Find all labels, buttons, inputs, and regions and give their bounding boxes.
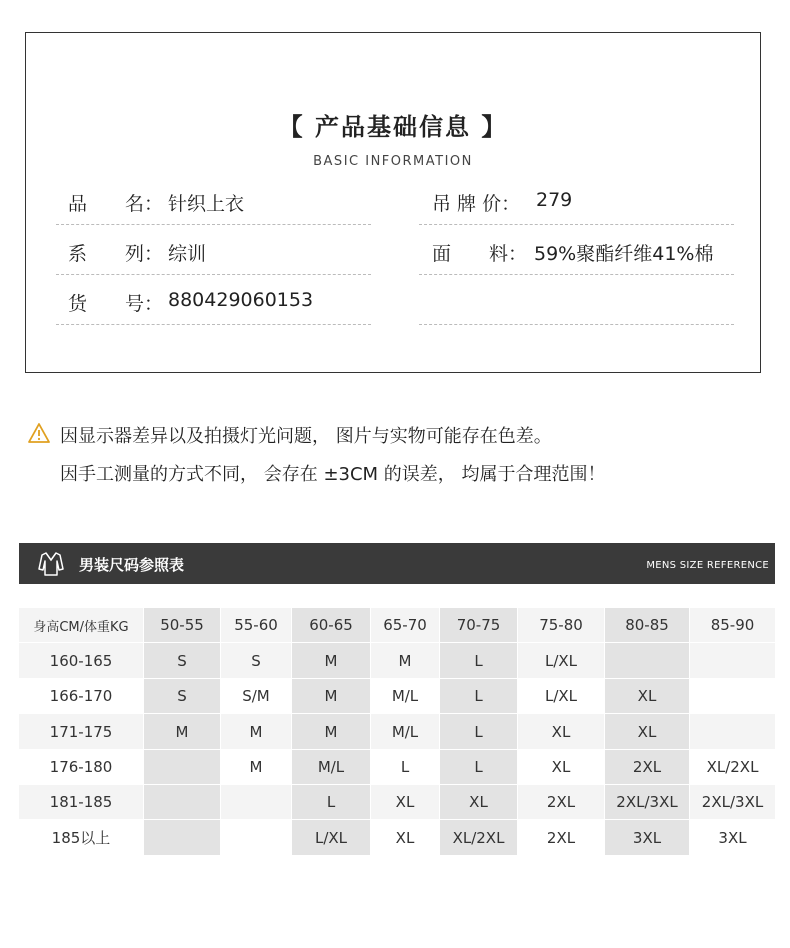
height-header: 185以上 <box>19 820 143 855</box>
size-cell: 3XL <box>605 820 689 855</box>
field-value: 59%聚酯纤维41%棉 <box>534 243 714 265</box>
field-value: 综训 <box>168 243 207 265</box>
size-cell: S <box>144 643 220 678</box>
size-cell: XL <box>605 679 689 713</box>
size-cell: 2XL <box>518 820 604 855</box>
size-cell: S <box>144 679 220 713</box>
field-label: 吊 牌 价： <box>432 193 521 215</box>
size-chart-title: 男装尺码参照表 <box>79 556 185 574</box>
size-cell: M <box>144 714 220 749</box>
size-cell: L <box>440 643 517 678</box>
size-cell: XL <box>371 785 439 819</box>
height-header: 181-185 <box>19 785 143 819</box>
size-cell: M <box>292 679 370 713</box>
size-cell: XL/2XL <box>690 750 775 784</box>
size-cell: L/XL <box>518 679 604 713</box>
divider <box>419 324 734 325</box>
weight-header: 85-90 <box>690 608 775 642</box>
field-label: 系 列： <box>68 243 164 265</box>
weight-header: 65-70 <box>371 608 439 642</box>
size-cell: XL <box>440 785 517 819</box>
size-cell <box>605 643 689 678</box>
size-cell: 3XL <box>690 820 775 855</box>
size-cell: S <box>221 643 291 678</box>
info-title: 【 产品基础信息 】 <box>278 113 508 141</box>
divider <box>419 224 734 225</box>
size-cell <box>144 820 220 855</box>
height-header: 176-180 <box>19 750 143 784</box>
info-subtitle: BASIC INFORMATION <box>313 154 473 169</box>
notice-measurement-error: 因手工测量的方式不同， 会存在 ±3CM 的误差， 均属于合理范围！ <box>60 464 606 485</box>
size-chart-header <box>19 543 775 584</box>
table-corner-header: 身高CM/体重KG <box>19 608 143 642</box>
warning-triangle-icon <box>28 423 50 443</box>
size-cell: M <box>221 750 291 784</box>
field-label: 品 名： <box>68 193 164 215</box>
height-header: 160-165 <box>19 643 143 678</box>
size-table <box>19 608 775 855</box>
size-cell: XL <box>371 820 439 855</box>
divider <box>419 274 734 275</box>
size-cell: L <box>440 750 517 784</box>
size-cell: M <box>371 643 439 678</box>
size-cell <box>144 785 220 819</box>
size-cell: XL <box>518 714 604 749</box>
size-cell <box>144 750 220 784</box>
size-cell: 2XL <box>518 785 604 819</box>
size-cell: M/L <box>371 679 439 713</box>
size-cell: M <box>292 714 370 749</box>
size-cell: M <box>221 714 291 749</box>
size-cell: L <box>371 750 439 784</box>
weight-header: 60-65 <box>292 608 370 642</box>
size-cell <box>221 785 291 819</box>
weight-header: 70-75 <box>440 608 517 642</box>
sweater-icon <box>37 551 65 577</box>
field-value: 279 <box>536 189 573 211</box>
height-header: 171-175 <box>19 714 143 749</box>
weight-header: 80-85 <box>605 608 689 642</box>
weight-header: 50-55 <box>144 608 220 642</box>
size-cell: 2XL/3XL <box>605 785 689 819</box>
size-cell: XL <box>518 750 604 784</box>
size-cell: L <box>292 785 370 819</box>
field-label: 面 料： <box>432 243 528 265</box>
weight-header: 75-80 <box>518 608 604 642</box>
size-cell: XL <box>605 714 689 749</box>
product-info-card <box>25 32 761 373</box>
field-value: 880429060153 <box>168 289 314 311</box>
size-cell: M/L <box>292 750 370 784</box>
size-cell <box>690 679 775 713</box>
field-value: 针织上衣 <box>168 193 245 215</box>
size-cell: S/M <box>221 679 291 713</box>
size-cell: 2XL/3XL <box>690 785 775 819</box>
height-header: 166-170 <box>19 679 143 713</box>
notice-color-difference: 因显示器差异以及拍摄灯光问题， 图片与实物可能存在色差。 <box>60 426 552 447</box>
field-label: 货 号： <box>68 293 164 315</box>
divider <box>56 324 371 325</box>
size-cell <box>221 820 291 855</box>
size-cell: L/XL <box>518 643 604 678</box>
size-cell: L <box>440 714 517 749</box>
divider <box>56 274 371 275</box>
size-cell: M/L <box>371 714 439 749</box>
divider <box>56 224 371 225</box>
size-cell: L/XL <box>292 820 370 855</box>
size-cell <box>690 714 775 749</box>
weight-header: 55-60 <box>221 608 291 642</box>
size-chart-reference: MENS SIZE REFERENCE <box>646 560 769 571</box>
size-cell: XL/2XL <box>440 820 517 855</box>
size-cell: L <box>440 679 517 713</box>
size-cell: 2XL <box>605 750 689 784</box>
size-cell <box>690 643 775 678</box>
size-cell: M <box>292 643 370 678</box>
